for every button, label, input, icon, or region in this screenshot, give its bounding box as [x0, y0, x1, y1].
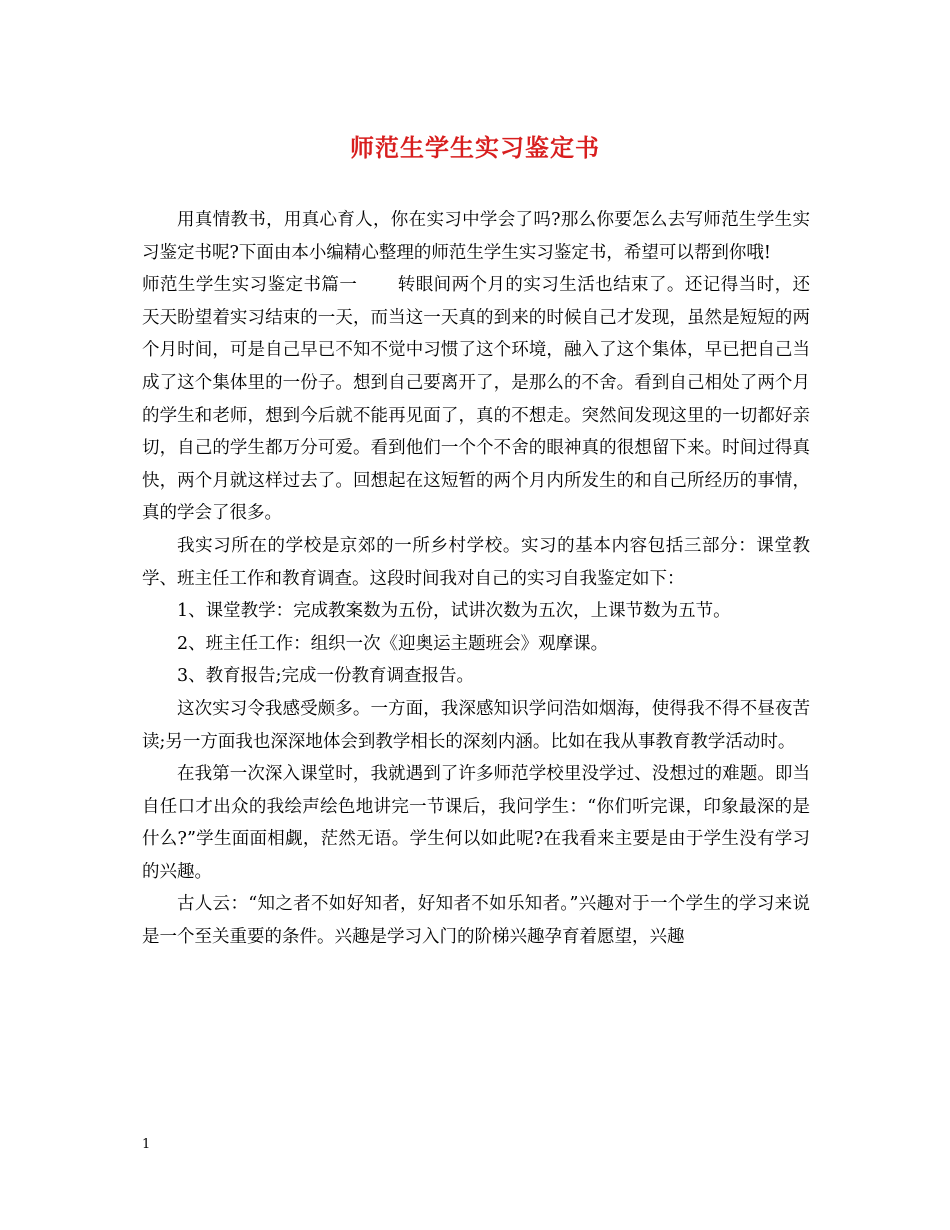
document-body — [142, 204, 810, 954]
list-item-teaching: 1、课堂教学：完成教案数为五份，试讲次数为五次，上课节数为五节。 — [177, 601, 731, 622]
section-text: 转眼间两个月的实习生活也结束了。还记得当时，还天天盼望着实习结束的一天，而当这一天真的到来的时候自己才发现，虽然是短短的两个月时间，可是自己早已不知不觉中习惯了这个环境，融入了这个集体，早已把自己当成了这个集体里的一份子。想到自己要离开了，是那么的不舍。看到自己相处了两个月的学生和老师，想到今后就不能再见面了，真的不想走。突然间发现这里的一切都好亲切，自己的学生都万分可爱。看到他们一个个不舍的眼神真的很想留下来。时间过得真快，两个月就这样过去了。回想起在这短暂的两个月内所发生的和自己所经历的事情，真的学会了很多。 — [142, 275, 811, 524]
page-number: 1 — [142, 1137, 151, 1152]
ancient-quote-paragraph: 古人云：“知之者不如好知者，好知者不如乐知者。”兴趣对于一个学生的学习来说是一个至关重要的条件。兴趣是学习入门的阶梯兴趣孕育着愿望，兴趣 — [142, 894, 810, 948]
intro-paragraph: 用真情教书，用真心育人，你在实习中学会了吗?那么你要怎么去写师范生学生实习鉴定书呢?下面由本小编精心整理的师范生学生实习鉴定书，希望可以帮到你哦! — [142, 210, 810, 263]
section-paragraph — [142, 269, 810, 530]
list-item-class-teacher: 2、班主任工作：组织一次《迎奥运主题班会》观摩课。 — [177, 633, 609, 654]
document-title: 师范生学生实习鉴定书 — [350, 133, 600, 162]
section-heading: 师范生学生实习鉴定书篇一 — [142, 275, 358, 296]
feeling-paragraph: 这次实习令我感受颇多。一方面，我深感知识学问浩如烟海，使得我不得不昼夜苦读;另一方面我也深深地体会到教学相长的深刻内涵。比如在我从事教育教学活动时。 — [142, 698, 810, 752]
school-paragraph: 我实习所在的学校是京郊的一所乡村学校。实习的基本内容包括三部分：课堂教学、班主任工作和教育调查。这段时间我对自己的实习自我鉴定如下： — [142, 535, 810, 589]
list-item-report: 3、教育报告;完成一份教育调查报告。 — [177, 666, 475, 687]
classroom-paragraph: 在我第一次深入课堂时，我就遇到了许多师范学校里没学过、没想过的难题。即当自任口才出众的我绘声绘色地讲完一节课后，我问学生：“你们听完课，印象最深的是什么?”学生面面相觑，茫然无语。学生何以如此呢?在我看来主要是由于学生没有学习的兴趣。 — [142, 764, 810, 882]
